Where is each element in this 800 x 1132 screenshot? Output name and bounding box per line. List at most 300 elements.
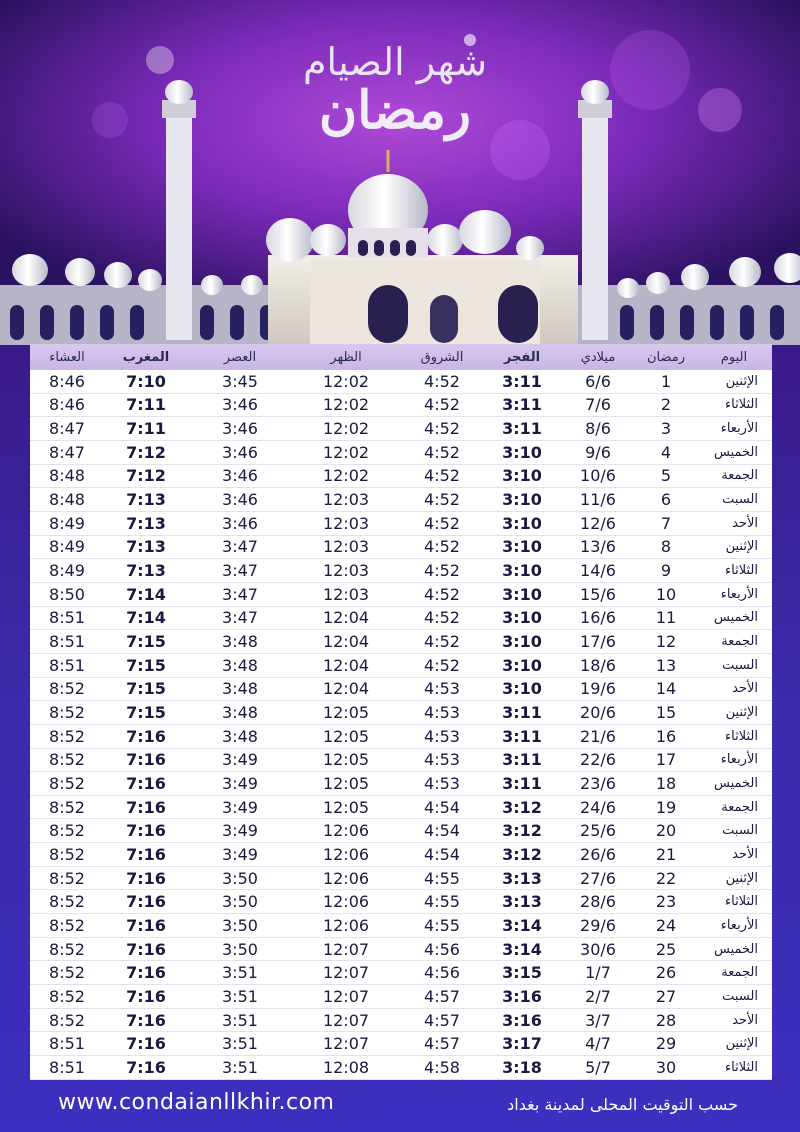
cell-ramadan-day: 7 [636,511,696,535]
cell-isha: 8:52 [30,819,104,843]
table-row [30,535,772,559]
cell-asr: 3:46 [188,393,292,417]
cell-dhuhr: 12:07 [292,1008,400,1032]
header-isha: العشاء [49,349,85,365]
cell-day: الأحد [696,511,772,535]
cell-gregorian-date: 20/6 [560,701,636,725]
cell-dhuhr: 12:02 [292,393,400,417]
table-row [30,464,772,488]
table-row [30,866,772,890]
cell-isha: 8:52 [30,795,104,819]
cell-fajr: 3:11 [484,724,560,748]
header-ramadan-day: رمضان [646,349,686,365]
cell-ramadan-day: 29 [636,1032,696,1056]
cell-asr: 3:51 [188,985,292,1009]
cell-isha: 8:52 [30,1008,104,1032]
cell-dhuhr: 12:06 [292,819,400,843]
cell-asr: 3:48 [188,701,292,725]
cell-isha: 8:52 [30,985,104,1009]
cell-gregorian-date: 9/6 [560,440,636,464]
cell-fajr: 3:13 [484,890,560,914]
cell-isha: 8:47 [30,417,104,441]
cell-gregorian-date: 22/6 [560,748,636,772]
cell-sunrise: 4:52 [400,464,484,488]
cell-isha: 8:51 [30,1056,104,1080]
table-row [30,488,772,512]
cell-dhuhr: 12:04 [292,630,400,654]
cell-day: الثلاثاء [696,393,772,417]
cell-asr: 3:45 [188,370,292,393]
cell-gregorian-date: 12/6 [560,511,636,535]
cell-maghrib: 7:15 [104,653,188,677]
cell-fajr: 3:14 [484,914,560,938]
cell-sunrise: 4:57 [400,1032,484,1056]
header-fajr: الفجر [503,349,541,365]
cell-asr: 3:48 [188,677,292,701]
header-dhuhr: الظهر [330,349,362,365]
cell-ramadan-day: 16 [636,724,696,748]
cell-maghrib: 7:16 [104,914,188,938]
cell-isha: 8:51 [30,630,104,654]
table-row [30,748,772,772]
cell-maghrib: 7:15 [104,630,188,654]
cell-sunrise: 4:58 [400,1056,484,1080]
cell-maghrib: 7:13 [104,559,188,583]
table-row [30,677,772,701]
cell-dhuhr: 12:02 [292,417,400,441]
cell-sunrise: 4:52 [400,582,484,606]
cell-dhuhr: 12:05 [292,748,400,772]
cell-fajr: 3:12 [484,819,560,843]
cell-asr: 3:50 [188,914,292,938]
cell-isha: 8:46 [30,370,104,393]
cell-dhuhr: 12:03 [292,535,400,559]
cell-day: الأحد [696,1008,772,1032]
cell-gregorian-date: 3/7 [560,1008,636,1032]
cell-dhuhr: 12:07 [292,1032,400,1056]
cell-maghrib: 7:14 [104,606,188,630]
cell-maghrib: 7:16 [104,961,188,985]
cell-gregorian-date: 26/6 [560,843,636,867]
cell-fajr: 3:10 [484,606,560,630]
cell-maghrib: 7:16 [104,1032,188,1056]
table-row [30,606,772,630]
cell-gregorian-date: 1/7 [560,961,636,985]
cell-day: الأربعاء [696,582,772,606]
cell-maghrib: 7:12 [104,464,188,488]
cell-sunrise: 4:54 [400,843,484,867]
cell-isha: 8:52 [30,677,104,701]
cell-maghrib: 7:16 [104,819,188,843]
cell-maghrib: 7:16 [104,772,188,796]
cell-ramadan-day: 4 [636,440,696,464]
cell-gregorian-date: 29/6 [560,914,636,938]
cell-asr: 3:46 [188,511,292,535]
cell-maghrib: 7:13 [104,488,188,512]
cell-gregorian-date: 24/6 [560,795,636,819]
cell-maghrib: 7:13 [104,535,188,559]
table-row [30,653,772,677]
cell-fajr: 3:11 [484,370,560,393]
cell-maghrib: 7:16 [104,866,188,890]
cell-ramadan-day: 12 [636,630,696,654]
cell-day: الجمعة [696,795,772,819]
cell-dhuhr: 12:06 [292,866,400,890]
table-row [30,370,772,393]
cell-asr: 3:47 [188,606,292,630]
cell-fajr: 3:14 [484,937,560,961]
cell-dhuhr: 12:04 [292,606,400,630]
cell-fajr: 3:10 [484,653,560,677]
table-body [30,370,772,1079]
cell-gregorian-date: 6/6 [560,370,636,393]
cell-day: الإثنين [696,370,772,393]
cell-dhuhr: 12:03 [292,511,400,535]
cell-day: السبت [696,819,772,843]
cell-dhuhr: 12:03 [292,582,400,606]
cell-day: الخميس [696,937,772,961]
cell-fajr: 3:15 [484,961,560,985]
cell-isha: 8:52 [30,937,104,961]
cell-ramadan-day: 9 [636,559,696,583]
cell-isha: 8:52 [30,961,104,985]
cell-ramadan-day: 19 [636,795,696,819]
cell-isha: 8:52 [30,724,104,748]
cell-sunrise: 4:53 [400,724,484,748]
cell-maghrib: 7:16 [104,795,188,819]
cell-sunrise: 4:53 [400,748,484,772]
cell-asr: 3:50 [188,937,292,961]
cell-ramadan-day: 28 [636,1008,696,1032]
cell-maghrib: 7:16 [104,890,188,914]
cell-maghrib: 7:15 [104,677,188,701]
title-line1: شهر الصيام [302,40,488,84]
table-row [30,795,772,819]
cell-day: الإثنين [696,866,772,890]
cell-dhuhr: 12:06 [292,843,400,867]
table-row [30,843,772,867]
cell-day: الثلاثاء [696,1056,772,1080]
cell-ramadan-day: 21 [636,843,696,867]
cell-gregorian-date: 11/6 [560,488,636,512]
table-row [30,724,772,748]
cell-isha: 8:49 [30,511,104,535]
cell-fajr: 3:12 [484,843,560,867]
cell-gregorian-date: 10/6 [560,464,636,488]
cell-isha: 8:49 [30,559,104,583]
cell-isha: 8:46 [30,393,104,417]
cell-sunrise: 4:55 [400,890,484,914]
cell-ramadan-day: 18 [636,772,696,796]
cell-sunrise: 4:52 [400,653,484,677]
cell-day: الثلاثاء [696,559,772,583]
cell-day: السبت [696,488,772,512]
cell-dhuhr: 12:02 [292,440,400,464]
cell-gregorian-date: 19/6 [560,677,636,701]
cell-day: السبت [696,985,772,1009]
cell-isha: 8:48 [30,464,104,488]
cell-maghrib: 7:16 [104,724,188,748]
prayer-times-table-panel [30,344,772,1080]
cell-gregorian-date: 4/7 [560,1032,636,1056]
cell-ramadan-day: 15 [636,701,696,725]
cell-fajr: 3:10 [484,630,560,654]
cell-maghrib: 7:15 [104,701,188,725]
cell-ramadan-day: 10 [636,582,696,606]
cell-gregorian-date: 28/6 [560,890,636,914]
cell-ramadan-day: 24 [636,914,696,938]
cell-fajr: 3:11 [484,417,560,441]
cell-gregorian-date: 13/6 [560,535,636,559]
cell-maghrib: 7:12 [104,440,188,464]
table-row [30,890,772,914]
footer-url[interactable]: www.condaianllkhir.com [58,1090,335,1115]
cell-sunrise: 4:57 [400,985,484,1009]
header-sunrise: الشروق [420,349,464,365]
cell-fajr: 3:10 [484,511,560,535]
cell-asr: 3:49 [188,795,292,819]
cell-isha: 8:47 [30,440,104,464]
cell-day: الأحد [696,677,772,701]
cell-maghrib: 7:16 [104,748,188,772]
cell-maghrib: 7:10 [104,370,188,393]
cell-day: السبت [696,653,772,677]
header-day: اليوم [720,349,748,365]
cell-ramadan-day: 20 [636,819,696,843]
cell-fajr: 3:17 [484,1032,560,1056]
cell-dhuhr: 12:06 [292,890,400,914]
cell-day: الأربعاء [696,914,772,938]
cell-day: الخميس [696,772,772,796]
cell-dhuhr: 12:05 [292,795,400,819]
cell-fajr: 3:12 [484,795,560,819]
cell-asr: 3:51 [188,961,292,985]
cell-dhuhr: 12:03 [292,488,400,512]
cell-maghrib: 7:13 [104,511,188,535]
cell-isha: 8:49 [30,535,104,559]
cell-asr: 3:48 [188,653,292,677]
cell-isha: 8:52 [30,914,104,938]
cell-gregorian-date: 7/6 [560,393,636,417]
cell-fajr: 3:11 [484,748,560,772]
table-header-row [30,344,772,370]
cell-fajr: 3:13 [484,866,560,890]
cell-fajr: 3:10 [484,677,560,701]
cell-fajr: 3:10 [484,535,560,559]
header-gregorian-date: ميلادي [580,349,616,365]
cell-isha: 8:50 [30,582,104,606]
cell-fajr: 3:18 [484,1056,560,1080]
cell-maghrib: 7:14 [104,582,188,606]
cell-gregorian-date: 23/6 [560,772,636,796]
cell-asr: 3:50 [188,866,292,890]
cell-isha: 8:52 [30,748,104,772]
cell-asr: 3:46 [188,488,292,512]
cell-asr: 3:49 [188,772,292,796]
header-maghrib: المغرب [122,349,170,365]
table-row [30,1032,772,1056]
cell-isha: 8:52 [30,890,104,914]
cell-maghrib: 7:11 [104,393,188,417]
cell-sunrise: 4:54 [400,795,484,819]
cell-sunrise: 4:53 [400,677,484,701]
cell-sunrise: 4:56 [400,937,484,961]
cell-dhuhr: 12:05 [292,701,400,725]
cell-dhuhr: 12:02 [292,464,400,488]
cell-gregorian-date: 17/6 [560,630,636,654]
table-row [30,417,772,441]
cell-ramadan-day: 8 [636,535,696,559]
cell-asr: 3:51 [188,1008,292,1032]
cell-dhuhr: 12:06 [292,914,400,938]
cell-dhuhr: 12:05 [292,772,400,796]
cell-isha: 8:52 [30,772,104,796]
cell-day: الجمعة [696,630,772,654]
cell-dhuhr: 12:05 [292,724,400,748]
cell-day: الإثنين [696,1032,772,1056]
table-row [30,914,772,938]
cell-day: الأربعاء [696,748,772,772]
cell-sunrise: 4:56 [400,961,484,985]
cell-sunrise: 4:52 [400,511,484,535]
cell-gregorian-date: 30/6 [560,937,636,961]
cell-ramadan-day: 27 [636,985,696,1009]
cell-day: الخميس [696,440,772,464]
footer-note: حسب التوقيت المحلى لمدينة بغداد [507,1095,738,1114]
cell-asr: 3:46 [188,417,292,441]
cell-gregorian-date: 2/7 [560,985,636,1009]
cell-ramadan-day: 5 [636,464,696,488]
cell-gregorian-date: 21/6 [560,724,636,748]
cell-sunrise: 4:52 [400,559,484,583]
table-row [30,1008,772,1032]
cell-dhuhr: 12:07 [292,937,400,961]
mosque-banner [0,0,800,345]
cell-dhuhr: 12:03 [292,559,400,583]
table-row [30,961,772,985]
table-row [30,701,772,725]
cell-ramadan-day: 22 [636,866,696,890]
cell-fajr: 3:11 [484,772,560,796]
cell-sunrise: 4:52 [400,535,484,559]
header-asr: العصر [223,349,257,365]
cell-gregorian-date: 8/6 [560,417,636,441]
cell-isha: 8:51 [30,1032,104,1056]
cell-gregorian-date: 5/7 [560,1056,636,1080]
cell-isha: 8:48 [30,488,104,512]
cell-fajr: 3:10 [484,488,560,512]
cell-isha: 8:52 [30,843,104,867]
table-row [30,630,772,654]
cell-sunrise: 4:52 [400,440,484,464]
cell-day: الأربعاء [696,417,772,441]
cell-dhuhr: 12:04 [292,653,400,677]
cell-asr: 3:48 [188,630,292,654]
cell-gregorian-date: 25/6 [560,819,636,843]
cell-sunrise: 4:52 [400,417,484,441]
table-row [30,772,772,796]
cell-ramadan-day: 1 [636,370,696,393]
cell-asr: 3:47 [188,582,292,606]
cell-ramadan-day: 2 [636,393,696,417]
cell-asr: 3:50 [188,890,292,914]
cell-isha: 8:51 [30,653,104,677]
cell-fajr: 3:11 [484,393,560,417]
cell-dhuhr: 12:07 [292,985,400,1009]
cell-dhuhr: 12:02 [292,370,400,393]
cell-fajr: 3:10 [484,464,560,488]
cell-sunrise: 4:55 [400,866,484,890]
cell-sunrise: 4:52 [400,606,484,630]
cell-sunrise: 4:52 [400,488,484,512]
cell-asr: 3:47 [188,535,292,559]
cell-day: الجمعة [696,961,772,985]
cell-maghrib: 7:11 [104,417,188,441]
cell-fajr: 3:10 [484,440,560,464]
cell-ramadan-day: 25 [636,937,696,961]
cell-day: الإثنين [696,535,772,559]
cell-asr: 3:48 [188,724,292,748]
table-row [30,985,772,1009]
cell-day: الثلاثاء [696,890,772,914]
cell-sunrise: 4:57 [400,1008,484,1032]
cell-sunrise: 4:52 [400,370,484,393]
table-row [30,440,772,464]
cell-sunrise: 4:52 [400,393,484,417]
table-row [30,559,772,583]
cell-isha: 8:52 [30,701,104,725]
cell-asr: 3:51 [188,1056,292,1080]
table-row [30,393,772,417]
cell-ramadan-day: 6 [636,488,696,512]
cell-maghrib: 7:16 [104,985,188,1009]
cell-ramadan-day: 17 [636,748,696,772]
prayer-times-table [30,344,772,1080]
cell-sunrise: 4:53 [400,701,484,725]
cell-ramadan-day: 26 [636,961,696,985]
cell-asr: 3:46 [188,440,292,464]
cell-gregorian-date: 27/6 [560,866,636,890]
cell-day: الخميس [696,606,772,630]
cell-dhuhr: 12:08 [292,1056,400,1080]
cell-asr: 3:49 [188,843,292,867]
table-row [30,582,772,606]
cell-asr: 3:51 [188,1032,292,1056]
table-row [30,937,772,961]
cell-asr: 3:46 [188,464,292,488]
cell-ramadan-day: 14 [636,677,696,701]
cell-gregorian-date: 16/6 [560,606,636,630]
cell-ramadan-day: 30 [636,1056,696,1080]
cell-ramadan-day: 23 [636,890,696,914]
cell-asr: 3:49 [188,819,292,843]
cell-asr: 3:49 [188,748,292,772]
cell-sunrise: 4:54 [400,819,484,843]
cell-dhuhr: 12:07 [292,961,400,985]
cell-day: الأحد [696,843,772,867]
cell-asr: 3:47 [188,559,292,583]
cell-day: الجمعة [696,464,772,488]
cell-fajr: 3:11 [484,701,560,725]
cell-sunrise: 4:53 [400,772,484,796]
cell-maghrib: 7:16 [104,1008,188,1032]
cell-dhuhr: 12:04 [292,677,400,701]
cell-fajr: 3:10 [484,559,560,583]
table-row [30,819,772,843]
cell-fajr: 3:10 [484,582,560,606]
cell-fajr: 3:16 [484,1008,560,1032]
cell-gregorian-date: 18/6 [560,653,636,677]
